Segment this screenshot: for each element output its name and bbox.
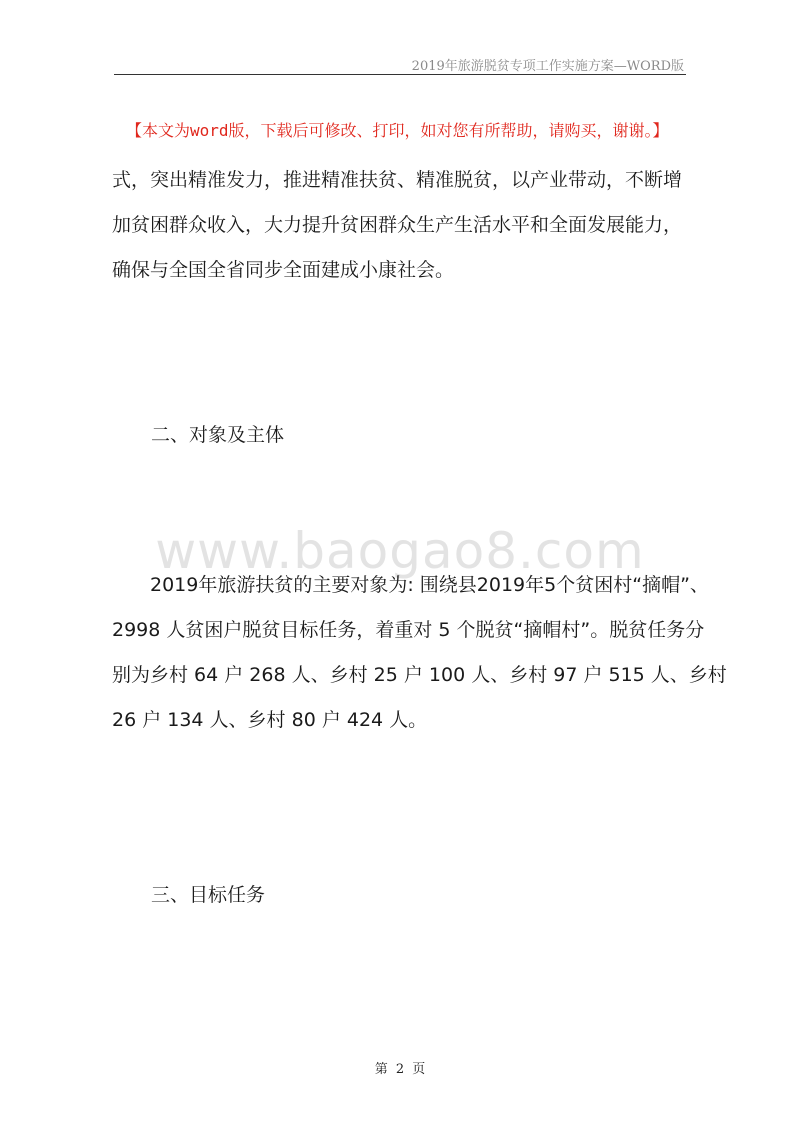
section-heading-targets: 二、对象及主体	[151, 424, 285, 446]
download-notice: 【本文为word版，下载后可修改、打印，如对您有所帮助，请购买，谢谢。】	[126, 121, 669, 140]
paragraph-line: 2998 人贫困户脱贫目标任务，着重对 5 个脱贫“摘帽村”。脱贫任务分	[112, 619, 705, 641]
paragraph-line: 2019年旅游扶贫的主要对象为: 围绕县2019年5个贫困村“摘帽”、	[112, 574, 709, 596]
paragraph-line: 确保与全国全省同步全面建成小康社会。	[112, 259, 455, 281]
page-number: 第 2 页	[374, 1062, 426, 1077]
running-header: 2019年旅游脱贫专项工作实施方案—WORD版	[411, 59, 684, 74]
header-divider	[114, 74, 686, 75]
paragraph-line: 加贫困群众收入，大力提升贫困群众生产生活水平和全面发展能力，	[112, 214, 683, 236]
watermark: www.baogao8.com	[155, 522, 645, 580]
paragraph-line: 式，突出精准发力，推进精准扶贫、精准脱贫，以产业带动，不断增	[112, 169, 683, 191]
paragraph-line: 别为乡村 64 户 268 人、乡村 25 户 100 人、乡村 97 户 515 人、乡村	[112, 664, 727, 686]
paragraph-intro-continuation	[112, 158, 692, 293]
section-heading-goals: 三、目标任务	[151, 884, 266, 906]
paragraph-line: 26 户 134 人、乡村 80 户 424 人。	[112, 709, 428, 731]
paragraph-targets	[112, 563, 727, 743]
